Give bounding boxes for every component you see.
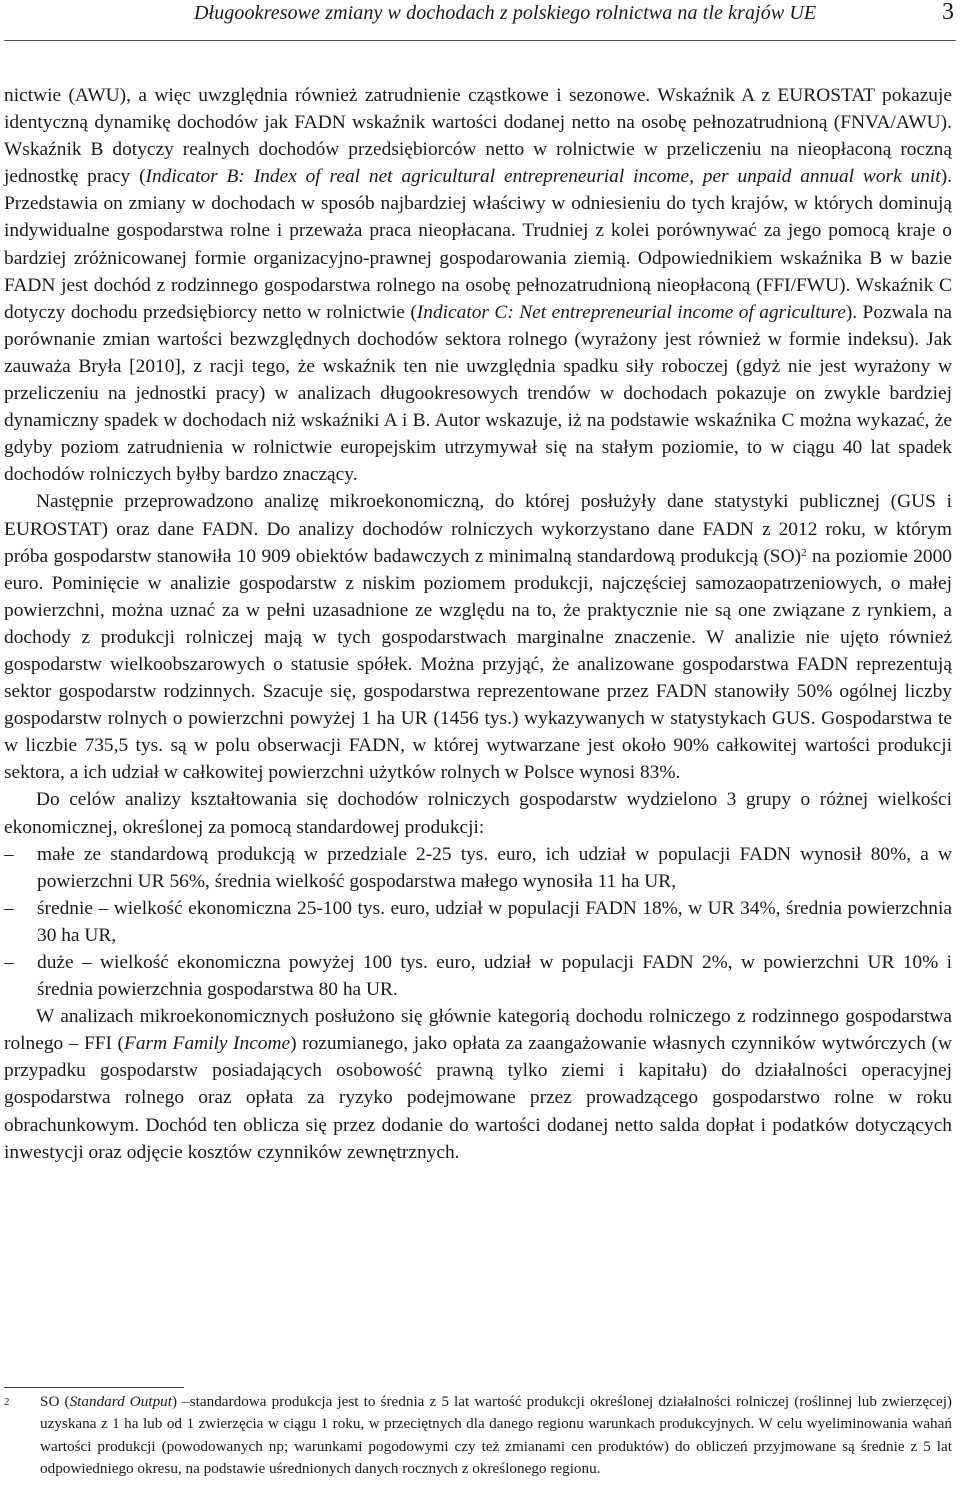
- paragraph-groups: Do celów analizy kształtowania się dochodów rolniczych gospodarstw wydzielono 3 grupy o różnej wielkości ekonomicznej, określonej za pomocą standardowej produkcji:: [4, 789, 952, 838]
- paragraph-microeconomic: [4, 488, 952, 786]
- dash-marker: –: [4, 897, 14, 919]
- list-item: [4, 895, 952, 949]
- text-run: ) –standardowa produkcja jest to średnia z 5 lat wartość produkcji określonej działalności rolniczej (roślinnej lub zwierzęcej) uzyskana z 1 ha lub od 1 zwierzęcia w ciągu 1 roku, w przeciętnych dla danego regionu warunkach produkcyjnych. W celu wyeliminowania wahań wartości produkcji (powodowanych np; warunkami pogodowymi czy też zmianami cen produktów) do obliczeń przyjmowane są średnie z 5 lat odpowiedniego okresu, na podstawie uśrednionych danych rocznych z określonego regionu.: [40, 1393, 952, 1478]
- paragraph-indicators: [4, 82, 952, 488]
- list-item-text: duże – wielkość ekonomiczna powyżej 100 tys. euro, udział w populacji FADN 2%, w powierzchni UR 10% i średnia powierzchnia gospodarstwa 80 ha UR.: [37, 952, 952, 1001]
- header-title: Długookresowe zmiany w dochodach z polskiego rolnictwa na tle krajów UE: [194, 2, 817, 24]
- list-item: [4, 949, 952, 1003]
- italic-term: Standard Output: [69, 1393, 172, 1410]
- paragraph-ffi: [4, 1003, 952, 1166]
- list-item-text: średnie – wielkość ekonomiczna 25-100 tys. euro, udział w populacji FADN 18%, w UR 34%, średnia powierzchnia 30 ha UR,: [37, 897, 952, 946]
- footnote-ref: 2: [801, 546, 807, 559]
- footnote-number: 2: [4, 1396, 10, 1408]
- text-run: ). Pozwala na porównanie zmian wartości bezwzględnych dochodów sektora rolnego (wyrażony jest również w formie indeksu). Jak zauważa Bryła [2010], z racji tego, że wskaźnik ten nie uwzględnia spadku siły roboczej (gdyż nie jest wyrażony w przeliczeniu na jednostki pracy) w analizach długookresowych trendów w dochodach pokazuje on zwykle bardziej dynamiczny spadek w dochodach niż wskaźniki A i B. Autor wskazuje, iż na podstawie wskaźnika C można wykazać, że gdyby poziom zatrudnienia w rolnictwie europejskim utrzymywał się na stałym poziomie, to w ciągu 40 lat spadek dochodów rolniczych byłby bardzo znaczący.: [4, 301, 952, 486]
- italic-term: Indicator C: Net entrepreneurial income of agriculture: [416, 301, 846, 323]
- footnote-text: [40, 1391, 952, 1481]
- text-run: ) rozumianego, jako opłata za zaangażowanie własnych czynników wytwórczych (w przypadku gospodarstw posiadających osobowość prawną tylko ziemi i kapitału) do działalności operacyjnej gospodarstwa rolnego oraz opłata za ryzyko podejmowane przez prowadzącego gospodarstwo rolne w roku obrachunkowym. Dochód ten oblicza się przez dodanie do wartości dodanej netto salda dopłat i podatków dotyczących inwestycji oraz odjęcie kosztów czynników zewnętrznych.: [4, 1033, 952, 1163]
- text-run: na poziomie 2000 euro. Pominięcie w analizie gospodarstw z niskim poziomem produkcji, najczęściej samozaopatrzeniowych, o małej powierzchni, można uznać za w pełni uzasadnione ze względu na to, że praktycznie nie są one związane z rynkiem, a dochody z produkcji rolniczej mają w tych gospodarstwach marginalne znaczenie. W analizie nie ujęto również gospodarstw wielkoobszarowych o statusie spółek. Można przyjąć, że analizowane gospodarstwa FADN reprezentują sektor gospodarstw rodzinnych. Szacuje się, gospodarstwa reprezentowane przez FADN stanowiły 50% ogólnej liczby gospodarstw rolnych o powierzchni powyżej 1 ha UR (1456 tys.) wykazywanych w statystykach GUS. Gospodarstwa te w liczbie 735,5 tys. są w polu obserwacji FADN, w której wytwarzane jest około 90% całkowitej wartości produkcji sektora, a ich udział w całkowitej powierzchni użytków rolnych w Polsce wynosi 83%.: [4, 545, 952, 784]
- footnote: [4, 1391, 952, 1481]
- text-run: nictwie (AWU), a więc uwzględnia również zatrudnienie cząstkowe i sezonowe. Wskaźnik A z EUROSTAT pokazuje identyczną dynamikę dochodów jak FADN wskaźnik wartości dodanej netto na osobę pełnozatrudnioną (FNVA/AWU). Wskaźnik B dotyczy realnych dochodów przedsiębiorców netto w rolnictwie w przeliczeniu na nieopłaconą roczną jednostkę pracy (: [4, 85, 952, 188]
- group-list: [4, 841, 952, 1004]
- body-text: [4, 82, 952, 1166]
- list-item-text: małe ze standardową produkcją w przedziale 2-25 tys. euro, ich udział w populacji FADN wynosił 80%, a w powierzchni UR 56%, średnia wielkość gospodarstwa małego wynosiła 11 ha UR,: [37, 843, 952, 892]
- running-header: [4, 0, 956, 41]
- text-run: ). Przedstawia on zmiany w dochodach w sposób najbardziej właściwy w odniesieniu do tych krajów, w których dominują indywidualne gospodarstwa rolne i przeważa praca nieopłacana. Trudniej z kolei porównywać za jego pomocą kraje o bardziej zróżnicowanej formie organizacyjno-prawnej gospodarowania ziemią. Odpowiednikiem wskaźnika B w bazie FADN jest dochód z rodzinnego gospodarstwa rolnego na osobę pełnozatrudnioną nieopłaconą (FFI/FWU). Wskaźnik C dotyczy dochodu przedsiębiorcy netto w rolnictwie (: [4, 166, 953, 323]
- dash-marker: –: [4, 952, 14, 973]
- dash-marker: –: [4, 843, 14, 865]
- list-item: [4, 841, 952, 895]
- italic-term: Indicator B: Index of real net agricultural entrepreneurial income, per unpaid annual work unit: [145, 166, 941, 188]
- footnote-divider: [4, 1387, 184, 1388]
- page-number: 3: [942, 0, 954, 25]
- text-run: W analizach mikroekonomicznych posłużono się głównie kategorią dochodu rolniczego z rodzinnego gospodarstwa rolnego – FFI (: [4, 1006, 952, 1055]
- text-run: Następnie przeprowadzono analizę mikroekonomiczną, do której posłużyły dane statystyki publicznej (GUS i EUROSTAT) oraz dane FADN. Do analizy dochodów rolniczych wykorzystano dane FADN z 2012 roku, w którym próba gospodarstw stanowiła 10 909 obiektów badawczych z minimalną standardową produkcją (SO): [4, 491, 952, 567]
- text-run: SO (: [40, 1393, 70, 1410]
- italic-term: Farm Family Income: [123, 1033, 291, 1055]
